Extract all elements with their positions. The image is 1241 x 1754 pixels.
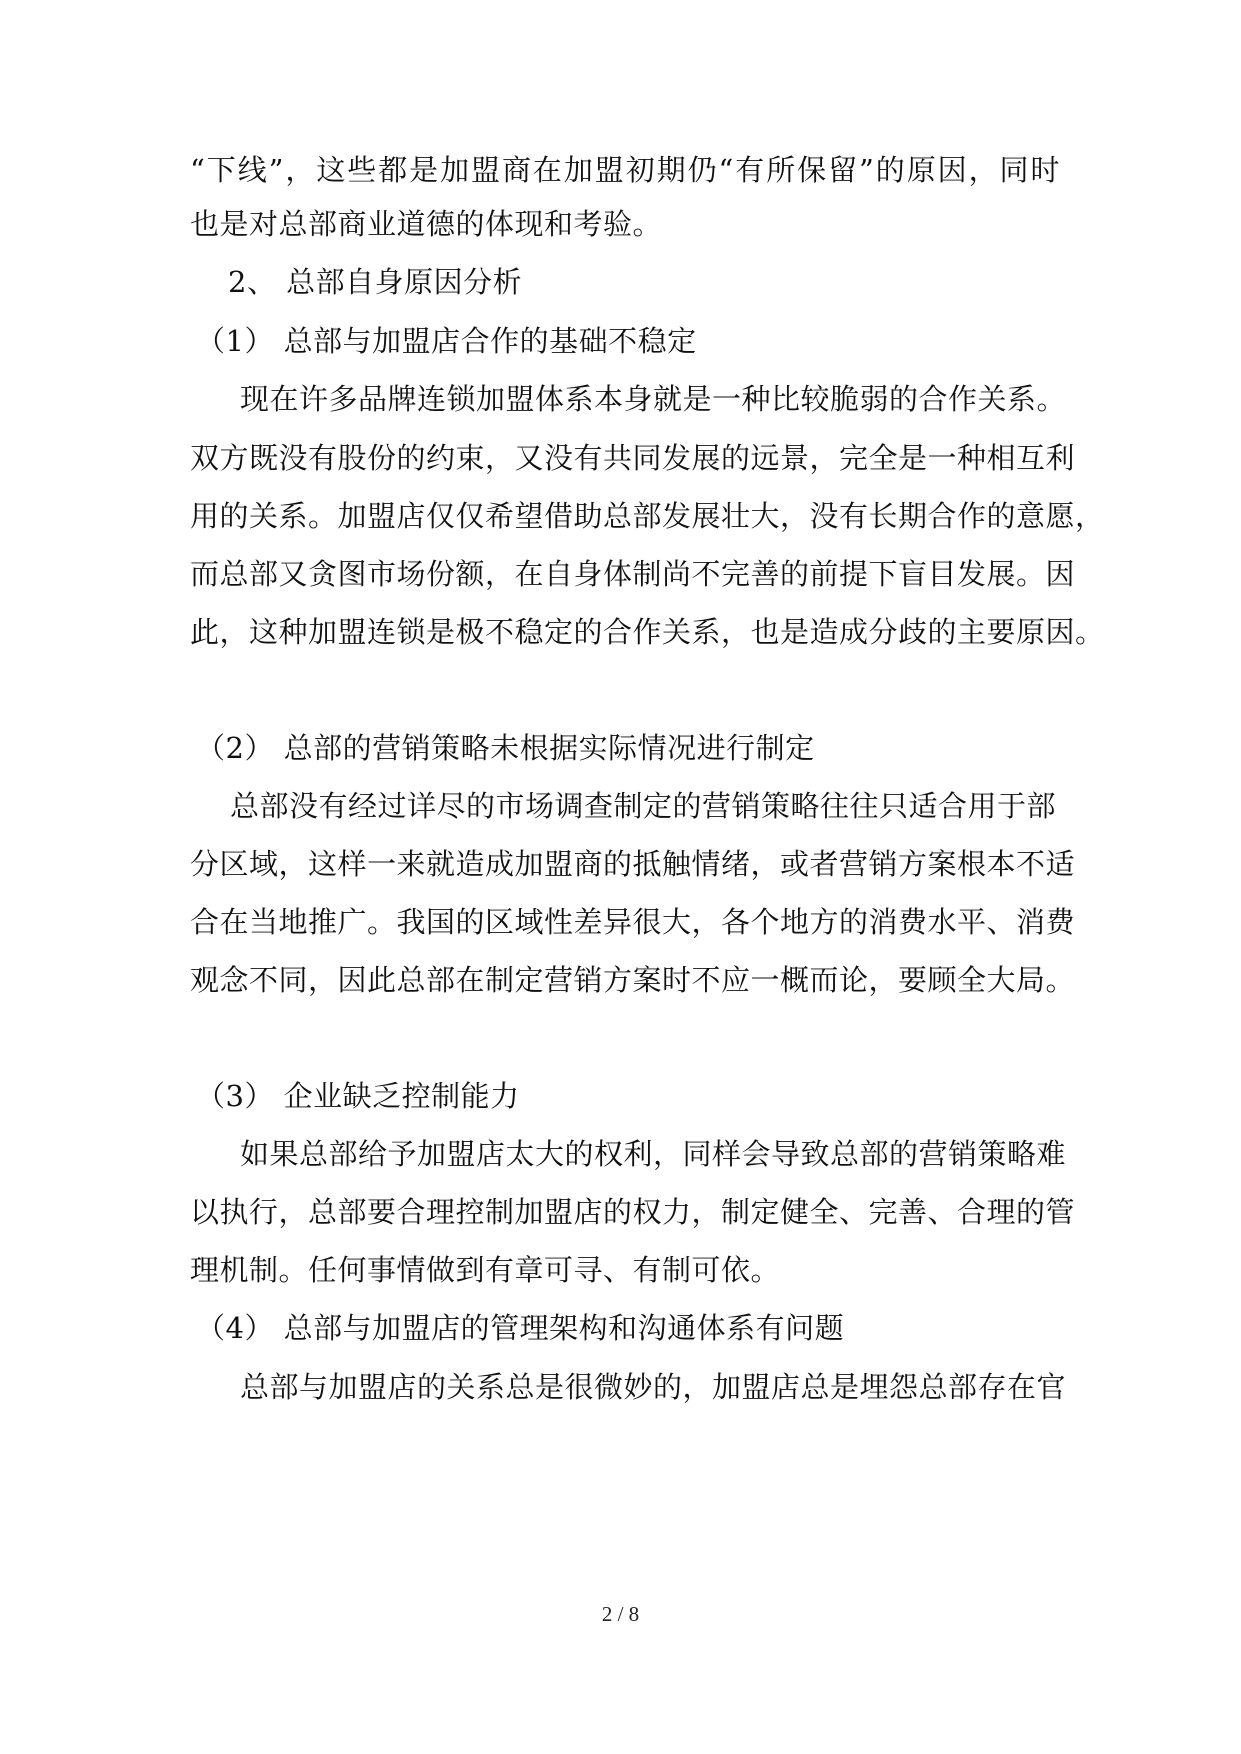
paragraph-line: 此，这种加盟连锁是极不稳定的合作关系，也是造成分歧的主要原因。 xyxy=(190,615,1105,649)
page-number: 2 / 8 xyxy=(601,1602,640,1626)
section-heading: 2、 总部自身原因分析 xyxy=(228,265,523,299)
paragraph-line: 分区域，这样一来就造成加盟商的抵触情绪，或者营销方案根本不适 xyxy=(190,847,1076,881)
subsection-heading: （1） 总部与加盟店合作的基础不稳定 xyxy=(196,324,697,358)
paragraph-line: 而总部又贪图市场份额，在自身体制尚不完善的前提下盲目发展。因 xyxy=(190,557,1076,591)
paragraph-line: 合在当地推广。我国的区域性差异很大，各个地方的消费水平、消费 xyxy=(190,905,1076,939)
subsection-heading: （3） 企业缺乏控制能力 xyxy=(196,1079,520,1113)
paragraph-line: 也是对总部商业道德的体现和考验。 xyxy=(190,207,663,241)
paragraph-line: 以执行，总部要合理控制加盟店的权力，制定健全、完善、合理的管 xyxy=(190,1195,1076,1229)
paragraph-line: 用的关系。加盟店仅仅希望借助总部发展壮大，没有长期合作的意愿， xyxy=(190,499,1105,533)
paragraph-line: 如果总部给予加盟店太大的权利，同样会导致总部的营销策略难 xyxy=(240,1137,1067,1171)
paragraph-line: 现在许多品牌连锁加盟体系本身就是一种比较脆弱的合作关系。 xyxy=(240,382,1067,416)
paragraph-line: “下线”，这些都是加盟商在加盟初期仍“有所保留”的原因，同时 xyxy=(190,153,1060,187)
paragraph-line: 观念不同，因此总部在制定营销方案时不应一概而论，要顾全大局。 xyxy=(190,963,1076,997)
paragraph-line: 双方既没有股份的约束，又没有共同发展的远景，完全是一种相互利 xyxy=(190,441,1076,475)
subsection-heading: （2） 总部的营销策略未根据实际情况进行制定 xyxy=(196,731,815,765)
paragraph-line: 总部没有经过详尽的市场调查制定的营销策略往往只适合用于部 xyxy=(230,789,1057,823)
paragraph-line: 总部与加盟店的关系总是很微妙的，加盟店总是埋怨总部存在官 xyxy=(240,1370,1067,1404)
paragraph-line: 理机制。任何事情做到有章可寻、有制可依。 xyxy=(190,1253,781,1287)
subsection-heading: （4） 总部与加盟店的管理架构和沟通体系有问题 xyxy=(196,1311,845,1345)
